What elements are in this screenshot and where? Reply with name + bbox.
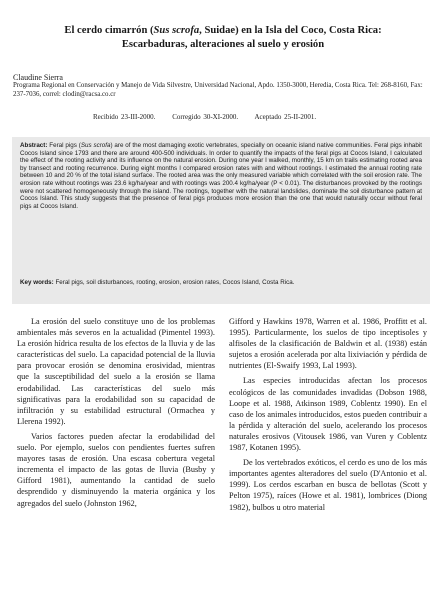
- title-line-1: [18, 24, 428, 38]
- title-text: El cerdo cimarrón (: [64, 25, 154, 36]
- author-name: Claudine Sierra: [13, 73, 63, 82]
- title-text: , Suidae) en la Isla del Coco, Costa Rica:: [199, 25, 382, 36]
- keywords-label: Key words:: [20, 279, 54, 286]
- article-title: [18, 24, 428, 52]
- keywords-text: Feral pigs, soil disturbances, rooting, erosion, erosion rates, Cocos Island, Costa Rica.: [53, 279, 295, 286]
- keywords: [20, 279, 422, 287]
- body-paragraph: Las especies introducidas afectan los procesos ecológicos de las comunidades invadidas (Dobson 1988, Loope et al. 1988, Atkinson 1989, Coblentz 1990). En el caso de los animales introducidos, estos pueden contribuir a la pérdida y alteración del suelo, acelerando los procesos naturales erosivos (Vitousek 1986, van Vuren y Coblentz 1987, Kotanen 1995).: [229, 376, 427, 453]
- corrected-date: Corregido 30-XI-2000.: [172, 113, 239, 121]
- abstract-text: Feral pigs (: [47, 142, 81, 149]
- submission-dates: [93, 113, 330, 121]
- body-column-left: [17, 316, 215, 509]
- body-column-right: [229, 316, 427, 513]
- body-paragraph: Varios factores pueden afectar la erodabilidad del suelo. Por ejemplo, suelos con pendientes fuertes sufren mayores tasas de erosión. Una escasa cobertura vegetal incrementa el impacto de las gotas de lluvia (Busby y Gifford 1981), aumentando la cantidad de suelo desprendido y disminuyendo la materia orgánica y los agregados del suelo (Johnston 1962,: [17, 431, 215, 508]
- abstract-species: Sus scrofa: [80, 142, 111, 149]
- abstract-text: ) are of the most damaging exotic vertebrates, specially on oceanic island native communities. Feral pigs inhabit Cocos Island since 1793 and there are around 400-500 individuals. In order to quantify the impacts of the feral pigs at Cocos Island, I calculated the effect of the rooting activity and its influence on the natural erosion. During one year I walked, monthly, 15 km on trails estimating rooted area by transect and rooting recurrence. During eight months I compared erosion rates with and without rootings. I estimated the annual rooting rate between 10 and 20 % of the total island surface. The rooted area was the only measured variable which correlated with the soil erosion rate. The erosion rate without rootings was 23.6 kg/ha/year and with rootings was 200.4 kg/ha/year (P < 0.01). The disturbances provoked by the rootings were not scattered homogeneously through the island. The rootings, together with the natural landslides, dominate the soil disturbance pattern at Cocos Island. This study suggests that the presence of feral pigs produces more erosion than the one that would naturally occur without feral pigs at Cocos Island.: [20, 142, 422, 210]
- body-paragraph: Gifford y Hawkins 1978, Warren et al. 1986, Proffitt et al. 1995). Particularmente, los suelos de tipo inceptisoles y alfisoles de la clasificación de Baldwin et al. (1938) están sujetos a erosión acelerada por alta lixiviación y pérdida de nutrientes (El-Swaify 1993, Lal 1993).: [229, 317, 427, 371]
- abstract-label: Abstract:: [20, 142, 48, 149]
- author-affiliation: Programa Regional en Conservación y Manejo de Vida Silvestre, Universidad Nacional, Apdo. 1350-3000, Heredia, Costa Rica. Tel: 268-8160, Fax: 237-7036, correl: clodin@racsa.co.cr: [13, 82, 423, 98]
- body-paragraph: De los vertebrados exóticos, el cerdo es uno de los más importantes agentes alteradores del suelo (D'Antonio et al. 1999). Los cerdos escarban en busca de bellotas (Scott y Pelton 1975), raíces (Howe et al. 1981), lombrices (Diong 1982), bulbos u otro material: [229, 458, 427, 512]
- abstract: [20, 142, 422, 210]
- title-species: Sus scrofa: [153, 25, 200, 36]
- received-date: Recibido 23-III-2000.: [93, 113, 156, 121]
- body-paragraph: La erosión del suelo constituye uno de los problemas ambientales más severos en la actualidad (Pimentel 1993). La erosión hídrica resulta de los efectos de la lluvia y de las características del suelo. La capacidad potencial de la lluvia para provocar erosión se denomina erosividad, mientras que la susceptibilidad del suelo a la erosión se llama erodabilidad. Las características del suelo más significativas para la erodabilidad son su capacidad de infiltración y su estabilidad estructural (Ormachea y Llerena 1992).: [17, 317, 215, 426]
- accepted-date: Aceptado 25-II-2001.: [254, 113, 317, 121]
- title-line-2: Escarbaduras, alteraciones al suelo y erosión: [121, 39, 325, 50]
